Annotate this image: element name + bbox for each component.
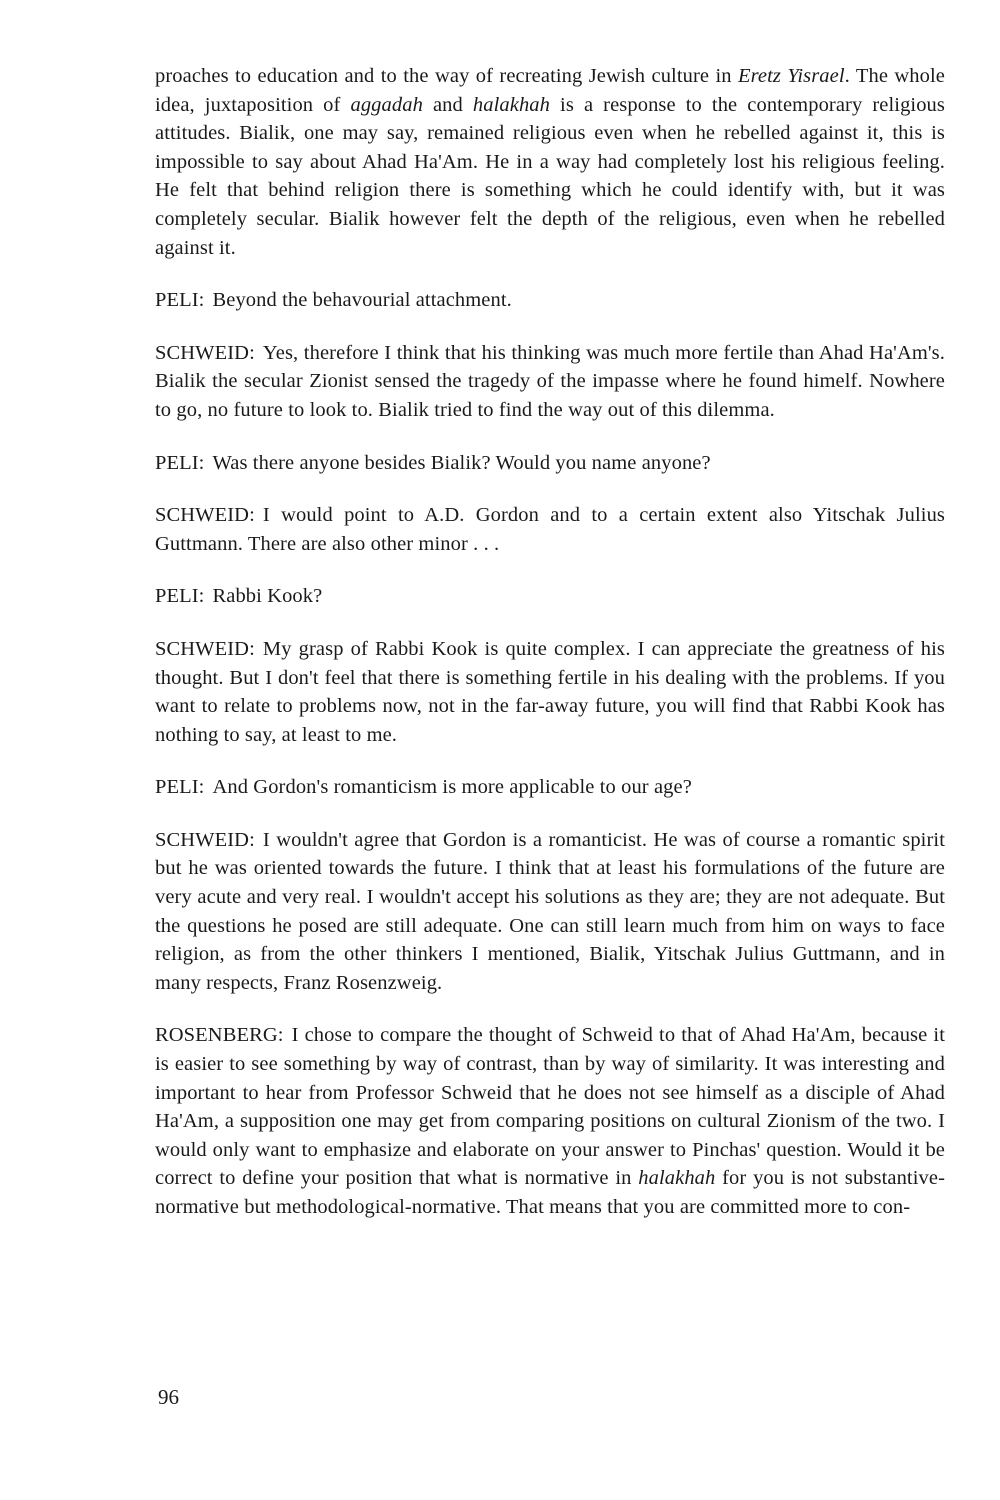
- paragraph-text: is a response to the contemporary religious attitudes. Bialik, one may say, remained religious even when he rebelled against it, this is impossible to say about Ahad Ha'Am. He in a way had completely lost his religious feeling. He felt that behind religion there is something which he could identify with, but it was completely secular. Bialik however felt the depth of the religious, even when he rebelled against it.: [155, 93, 945, 259]
- paragraph-text: I would point to A.D. Gordon and to a certain extent also Yitschak Julius Guttmann. There are also other minor . . .: [155, 504, 945, 555]
- paragraph-text: and: [422, 93, 473, 116]
- paragraph-text: proaches to education and to the way of recreating Jewish culture in: [155, 65, 738, 87]
- page-number: 96: [158, 1385, 179, 1409]
- dialogue-paragraph: [155, 339, 945, 425]
- dialogue-paragraph: [155, 773, 945, 802]
- italic-term: halakhah: [472, 93, 551, 116]
- dialogue-paragraph: [155, 449, 945, 478]
- page-body: [155, 62, 945, 1222]
- paragraph-text: I chose to compare the thought of Schweid to that of Ahad Ha'Am, because it is easier to see something by way of contrast, than by way of similarity. It was interesting and important to hear from Professor Schweid that he does not see himself as a disciple of Ahad Ha'Am, a supposition one may get from comparing positions on cultural Zionism of the two. I would only want to emphasize and elaborate on your answer to Pinchas' question. Would it be correct to define your position that what is normative in: [155, 1024, 945, 1190]
- italic-term: aggadah: [350, 93, 423, 116]
- speaker-label: SCHWEID:: [155, 341, 255, 364]
- speaker-label: SCHWEID:: [155, 637, 255, 660]
- speaker-label: PELI:: [155, 585, 205, 608]
- continuation-paragraph: [155, 62, 945, 262]
- paragraph-text: I wouldn't agree that Gordon is a romanticist. He was of course a romantic spirit but he was oriented towards the future. I think that at least his formulations of the future are very acute and very real. I wouldn't accept his solutions as they are; they are not adequate. But the questions he posed are still adequate. One can still learn much from him on ways to face religion, as from the other thinkers I mentioned, Bialik, Yitschak Julius Guttmann, and in many respects, Franz Rosenzweig.: [155, 828, 945, 994]
- paragraph-text: And Gordon's romanticism is more applicable to our age?: [212, 776, 692, 799]
- paragraph-text: Rabbi Kook?: [212, 585, 323, 608]
- speaker-label: PELI:: [155, 776, 205, 799]
- paragraph-text: for you is not substantive-normative but methodological-normative. That means that you are committed more to con-: [155, 1167, 946, 1218]
- paragraph-text: My grasp of Rabbi Kook is quite complex. I can appreciate the greatness of his thought. But I don't feel that there is something fertile in his dealing with the problems. If you want to relate to problems now, not in the far-away future, you will find that Rabbi Kook has nothing to say, at least to me.: [155, 637, 945, 746]
- paragraph-text: Beyond the behavourial attachment.: [212, 289, 512, 312]
- dialogue-paragraph: [155, 1021, 945, 1221]
- paragraph-text: Yes, therefore I think that his thinking was much more fertile than Ahad Ha'Am's. Bialik the secular Zionist sensed the tragedy of the impasse where he found himelf. Nowhere to go, no future to look to. Bialik tried to find the way out of this dilemma.: [155, 341, 945, 421]
- speaker-label: PELI:: [155, 289, 205, 312]
- speaker-label: ROSENBERG:: [155, 1024, 284, 1047]
- speaker-label: SCHWEID:: [155, 504, 255, 527]
- dialogue-paragraph: [155, 826, 945, 998]
- dialogue-paragraph: [155, 501, 945, 558]
- speaker-label: SCHWEID:: [155, 828, 255, 851]
- dialogue-paragraph: [155, 286, 945, 315]
- dialogue-paragraph: [155, 582, 945, 611]
- italic-term: halakhah: [638, 1167, 716, 1190]
- paragraph-text: Was there anyone besides Bialik? Would you name anyone?: [212, 451, 711, 474]
- speaker-label: PELI:: [155, 451, 205, 474]
- italic-term: Eretz Yisrael: [737, 65, 845, 87]
- paragraph-text: . The whole idea, juxtaposition of: [155, 65, 945, 116]
- dialogue-paragraph: [155, 635, 945, 749]
